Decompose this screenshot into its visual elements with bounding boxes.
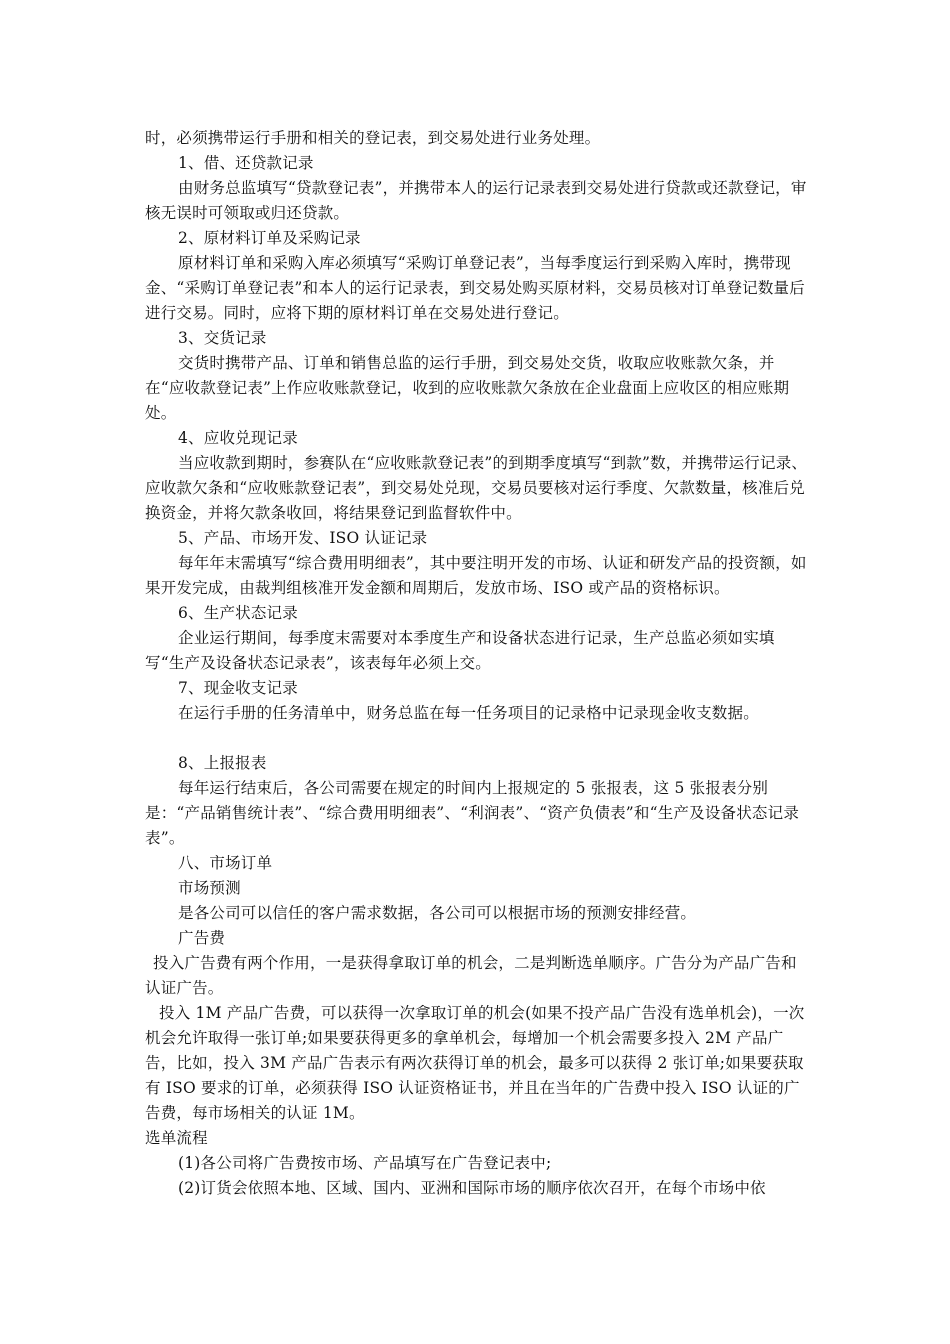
body-paragraph: 当应收款到期时，参赛队在“应收账款登记表”的到期季度填写“到款”数，并携带运行记录、应收款欠条和“应收账款登记表”，到交易处兑现，交易员要核对运行季度、欠款数量，核准后兑换资金，并将欠款条收回，将结果登记到监督软件中。 (145, 454, 808, 522)
body-paragraph: (2)订货会依照本地、区域、国内、亚洲和国际市场的顺序依次召开，在每个市场中依 (178, 1179, 766, 1197)
body-paragraph: 选单流程 (145, 1129, 208, 1147)
body-paragraph: 时，必须携带运行手册和相关的登记表，到交易处进行业务处理。 (145, 129, 601, 147)
body-paragraph: 原材料订单和采购入库必须填写“采购订单登记表”，当每季度运行到采购入库时，携带现金、“采购订单登记表”和本人的运行记录表，到交易处购买原材料，交易员核对订单登记数量后进行交易。同时，应将下期的原材料订单在交易处进行登记。 (145, 254, 805, 322)
body-paragraph: 投入 1M 产品广告费，可以获得一次拿取订单的机会(如果不投产品广告没有选单机会)，一次机会允许取得一张订单;如果要获得更多的拿单机会，每增加一个机会需要多投入 2M 产品广告，比如，投入 3M 产品广告表示有两次获得订单的机会，最多可以获得 2 张订单;如果要获取有 ISO 要求的订单，必须获得 ISO 认证资格证书，并且在当年的广告费中投入 ISO 认证的广告费，每市场相关的认证 1M。 (145, 1004, 805, 1122)
document-body (145, 126, 810, 1201)
section-heading: 8、上报报表 (178, 754, 267, 772)
body-paragraph: 由财务总监填写“贷款登记表”，并携带本人的运行记录表到交易处进行贷款或还款登记，审核无误时可领取或归还贷款。 (145, 179, 807, 222)
section-heading: 八、市场订单 (178, 854, 273, 872)
section-heading: 6、生产状态记录 (178, 604, 298, 622)
body-paragraph: 是各公司可以信任的客户需求数据，各公司可以根据市场的预测安排经营。 (178, 904, 697, 922)
section-heading: (1)各公司将广告费按市场、产品填写在广告登记表中; (178, 1154, 552, 1172)
body-paragraph: 企业运行期间，每季度末需要对本季度生产和设备状态进行记录，生产总监必须如实填写“生产及设备状态记录表”，该表每年必须上交。 (145, 629, 775, 672)
section-heading: 1、借、还贷款记录 (178, 154, 314, 172)
body-paragraph: 每年运行结束后，各公司需要在规定的时间内上报规定的 5 张报表，这 5 张报表分别是：“产品销售统计表”、“综合费用明细表”、“利润表”、“资产负债表”和“生产及设备状态记录表”。 (145, 779, 800, 847)
section-heading: 3、交货记录 (178, 329, 267, 347)
section-heading: 5、产品、市场开发、ISO 认证记录 (178, 529, 428, 547)
section-heading: 7、现金收支记录 (178, 679, 298, 697)
section-heading: 市场预测 (178, 879, 241, 897)
body-paragraph: 交货时携带产品、订单和销售总监的运行手册，到交易处交货，收取应收账款欠条，并在“应收款登记表”上作应收账款登记，收到的应收账款欠条放在企业盘面上应收区的相应账期处。 (145, 354, 790, 422)
body-paragraph: 在运行手册的任务清单中，财务总监在每一任务项目的记录格中记录现金收支数据。 (178, 704, 759, 722)
section-heading: 2、原材料订单及采购记录 (178, 229, 361, 247)
body-paragraph: 每年年末需填写“综合费用明细表”，其中要注明开发的市场、认证和研发产品的投资额，如果开发完成，由裁判组核准开发金额和周期后，发放市场、ISO 或产品的资格标识。 (145, 554, 807, 597)
blank-line (145, 726, 810, 751)
section-heading: 广告费 (178, 929, 226, 947)
section-heading: 4、应收兑现记录 (178, 429, 298, 447)
body-paragraph: 投入广告费有两个作用，一是获得拿取订单的机会，二是判断选单顺序。广告分为产品广告和认证广告。 (145, 954, 797, 997)
